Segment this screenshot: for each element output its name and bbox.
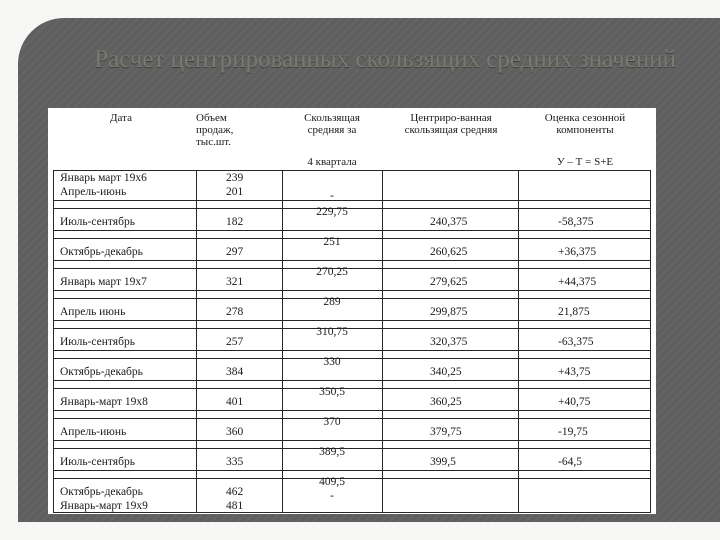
grid-line-horizontal: [53, 470, 650, 471]
row-volume: 239: [226, 172, 244, 184]
row-date-label: Октябрь-декабрь: [60, 246, 143, 258]
row-moving-average: 229,75: [316, 206, 348, 218]
row-volume: 401: [226, 396, 244, 408]
row-moving-average: -: [330, 490, 334, 502]
row-centered-average: 399,5: [430, 456, 456, 468]
header-seasonal-estimate: Оценка сезонной компоненты: [544, 112, 626, 136]
row-volume: 321: [226, 276, 244, 288]
row-moving-average: 389,5: [319, 446, 345, 458]
header-date: Дата: [110, 112, 132, 124]
row-volume: 297: [226, 246, 244, 258]
grid-line-horizontal: [53, 512, 650, 513]
row-date-label: Январь-март 19х9: [60, 500, 148, 512]
row-date-label: Июль-сентябрь: [60, 336, 135, 348]
row-moving-average: 251: [323, 236, 341, 248]
grid-line-horizontal: [53, 380, 650, 381]
row-seasonal-estimate: -64,5: [558, 456, 582, 468]
grid-line-horizontal: [53, 230, 650, 231]
row-seasonal-estimate: -19,75: [558, 426, 588, 438]
row-date-label: Апрель-июнь: [60, 426, 127, 438]
sales-table: [48, 108, 656, 514]
row-volume: 462: [226, 486, 244, 498]
grid-line-horizontal: [53, 320, 650, 321]
row-date-label: Апрель-июнь: [60, 186, 127, 198]
grid-line-vertical: [53, 170, 54, 513]
row-moving-average: 409,5: [319, 476, 345, 488]
header-moving-period: 4 квартала: [307, 156, 357, 168]
row-moving-average: 370: [323, 416, 341, 428]
row-volume: 278: [226, 306, 244, 318]
header-moving-average: Скользящая средняя за: [304, 112, 360, 136]
row-centered-average: 379,75: [430, 426, 462, 438]
row-volume: 360: [226, 426, 244, 438]
header-formula: У – Т = S+E: [556, 156, 614, 168]
row-date-label: Январь март 19х6: [60, 172, 147, 184]
grid-line-horizontal: [53, 410, 650, 411]
row-seasonal-estimate: -63,375: [558, 336, 594, 348]
grid-line-vertical: [282, 170, 283, 513]
row-volume: 384: [226, 366, 244, 378]
row-date-label: Апрель июнь: [60, 306, 126, 318]
row-centered-average: 360,25: [430, 396, 462, 408]
row-seasonal-estimate: +36,375: [558, 246, 597, 258]
row-date-label: Октябрь-декабрь: [60, 486, 143, 498]
row-centered-average: 279,625: [430, 276, 468, 288]
row-seasonal-estimate: +40,75: [558, 396, 591, 408]
row-date-label: Октябрь-декабрь: [60, 366, 143, 378]
grid-line-horizontal: [53, 260, 650, 261]
row-seasonal-estimate: +43,75: [558, 366, 591, 378]
row-volume: 481: [226, 500, 244, 512]
grid-line-horizontal: [53, 440, 650, 441]
row-volume: 182: [226, 216, 244, 228]
row-date-label: Июль-сентябрь: [60, 216, 135, 228]
grid-line-vertical: [196, 170, 197, 513]
row-centered-average: 240,375: [430, 216, 468, 228]
header-centered-average: Центриро-ванная скользящая средняя: [404, 112, 498, 136]
row-moving-average: 330: [323, 356, 341, 368]
row-seasonal-estimate: +44,375: [558, 276, 597, 288]
row-moving-average: 310,75: [316, 326, 348, 338]
header-volume: Объем продаж, тыс.шт.: [196, 112, 234, 148]
row-centered-average: 340,25: [430, 366, 462, 378]
row-seasonal-estimate: -58,375: [558, 216, 594, 228]
row-moving-average: -: [330, 190, 334, 202]
row-volume: 257: [226, 336, 244, 348]
row-moving-average: 270,25: [316, 266, 348, 278]
slide-title: Расчет центрированных скользящих средних значений: [94, 46, 676, 73]
grid-line-horizontal: [53, 170, 650, 171]
row-centered-average: 299,875: [430, 306, 468, 318]
grid-line-horizontal: [53, 350, 650, 351]
row-centered-average: 320,375: [430, 336, 468, 348]
row-date-label: Январь-март 19х8: [60, 396, 148, 408]
grid-line-vertical: [382, 170, 383, 513]
grid-line-vertical: [650, 170, 651, 513]
row-moving-average: 289: [323, 296, 341, 308]
row-seasonal-estimate: 21,875: [558, 306, 590, 318]
row-volume: 201: [226, 186, 244, 198]
grid-line-vertical: [518, 170, 519, 513]
row-date-label: Январь март 19х7: [60, 276, 147, 288]
row-date-label: Июль-сентябрь: [60, 456, 135, 468]
row-volume: 335: [226, 456, 244, 468]
grid-line-horizontal: [53, 290, 650, 291]
row-centered-average: 260,625: [430, 246, 468, 258]
row-moving-average: 350,5: [319, 386, 345, 398]
